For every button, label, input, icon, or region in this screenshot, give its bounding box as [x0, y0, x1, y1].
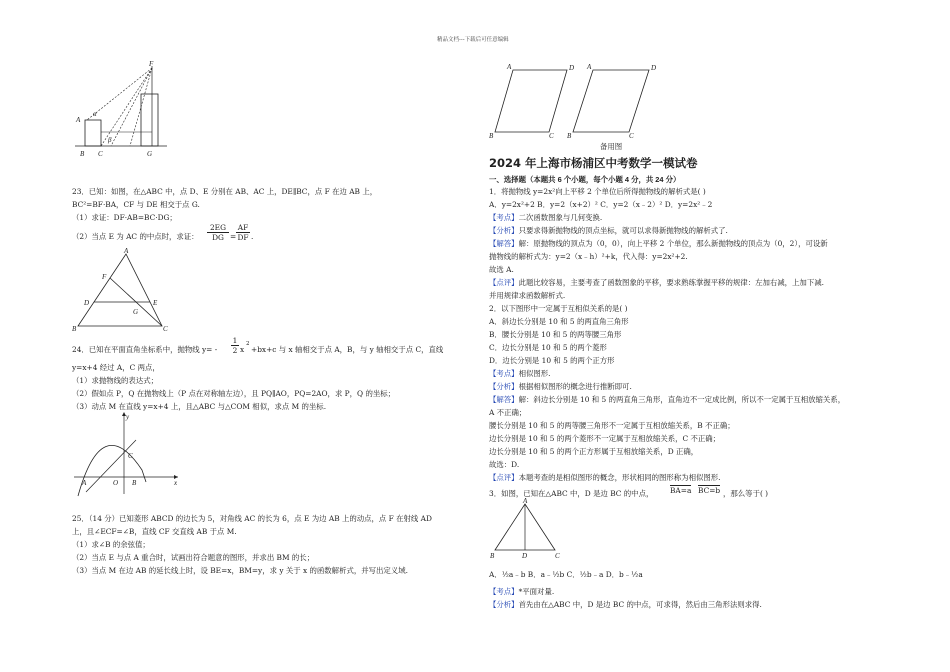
q2-kaodian: 【考点】相似图形.: [489, 369, 551, 378]
q24-line4: （2）假如点 P，Q 在抛物线上（P 点在对称轴左边），且 PQ∥AO，PQ=2AO，求 P，Q 的坐标；: [72, 389, 396, 398]
q2-jieda-2: A 不正确；: [489, 408, 527, 417]
q2-option-c: C．边长分别是 10 和 5 的两个菱形: [489, 343, 607, 352]
q2-option-a: A．斜边长分别是 10 和 5 的两直角三角形: [489, 317, 629, 326]
q2-option-d: D．边长分别是 10 和 5 的两个正方形: [489, 356, 615, 365]
q3-fenxi: 【分析】首先由在△ABC 中，D 是边 BC 的中点，可求得，然后由三角形法则求得.: [489, 600, 762, 609]
q1-options: A．y=2x²+2 B．y=2（x+2）² C．y=2（x﹣2）² D．y=2x²﹣2: [489, 200, 713, 209]
q1-fenxi: 【分析】只要求得新抛物线的顶点坐标，就可以求得新抛物线的解析式了.: [489, 226, 728, 235]
figure-parallelograms: [487, 62, 667, 152]
q2-jieda-6: 故选：D.: [489, 460, 520, 469]
label-B: B: [132, 479, 137, 487]
q1-jieda: 【解答】解：原抛物线的顶点为（0，0），向上平移 2 个单位，那么新抛物线的顶点为（0，2），可设新: [489, 239, 828, 248]
q3-options: A．½a﹣b B．a﹣½b C．½b﹣a D．b﹣½a: [489, 570, 643, 579]
q23-tail: .: [251, 232, 254, 241]
q23-fraction-1: 2EG DG: [207, 223, 229, 242]
q1-dianping: 【点评】此题比较容易，主要考查了函数图象的平移，要求熟练掌握平移的规律：左加右减，上加下减.: [489, 278, 824, 287]
q23-equals: =: [230, 232, 237, 241]
label-B: B: [80, 150, 85, 158]
q3-kaodian: 【考点】*平面对量.: [489, 587, 555, 596]
q1-stem: 1．将抛物线 y=2x²向上平移 2 个单位后所得抛物线的解析式是( ): [489, 187, 706, 196]
q3-stem-a: 3．如图，已知在△ABC 中，D 是边 BC 的中点，: [489, 489, 654, 498]
label-G: G: [133, 308, 139, 316]
label-A: A: [82, 479, 87, 487]
label-O: O: [113, 479, 119, 487]
q24-line1c: +bx+c 与 x 轴相交于点 A，B，与 y 轴相交于点 C，直线: [251, 345, 444, 354]
page-header-note: 精品文档---下载后可任意编辑: [437, 37, 509, 43]
label-D: D: [569, 64, 575, 72]
label-A: A: [587, 63, 592, 71]
q1-jieda-3: 故选 A.: [489, 265, 514, 274]
q24-line3: （1）求抛物线的表达式；: [72, 376, 159, 385]
figure-caption: 备用图: [600, 142, 623, 151]
label-F: F: [149, 60, 154, 68]
q3-stem-b: ，那么等于( ): [723, 489, 769, 498]
q2-jieda-4: 边长分别是 10 和 5 的两个菱形不一定属于互相放缩关系，C 不正确；: [489, 434, 721, 443]
q23-line1: 23．已知：如图，在△ABC 中，点 D、E 分别在 AB、AC 上，DE∥BC，点 F 在边 AB 上，: [72, 187, 378, 196]
label-G: G: [147, 150, 153, 158]
q1-dianping-2: 并用规律求函数解析式.: [489, 291, 566, 300]
q1-jieda-2: 抛物线的解析式为：y=2（x﹣h）²+k，代入得：y=2x²+2.: [489, 252, 688, 261]
label-alpha: α: [93, 110, 97, 118]
figure-triangle-q23: [72, 248, 172, 334]
q24-line1a: 24．已知在平面直角坐标系中，抛物线 y= -: [72, 345, 218, 354]
q2-fenxi: 【分析】根据相似图形的概念进行推断即可.: [489, 382, 632, 391]
label-C: C: [629, 132, 634, 140]
page-title: 2024 年上海市杨浦区中考数学一模试卷: [489, 156, 698, 170]
q3-vector-2: BC=b: [698, 486, 721, 495]
section-heading: 一、选择题（本题共 6 个小题，每个小题 4 分，共 24 分）: [489, 175, 681, 184]
label-D: D: [651, 64, 657, 72]
label-B: B: [72, 325, 77, 333]
figure-towers: [75, 62, 170, 160]
q23-line3: （1）求证：DF·AB=BC·DG；: [72, 213, 177, 222]
label-B: B: [489, 132, 494, 140]
label-C: C: [549, 132, 554, 140]
q24-sup: 2: [246, 341, 250, 347]
q25-line2: 上，且∠ECF=∠B，直线 CF 交直线 AB 于点 M.: [72, 527, 237, 536]
q23-fraction-2: AF DF: [237, 223, 249, 242]
q2-option-b: B．腰长分别是 10 和 5 的两等腰三角形: [489, 330, 622, 339]
q3-vector-1: BA=a: [670, 486, 692, 495]
label-B: B: [567, 132, 572, 140]
label-A: A: [76, 116, 81, 124]
q25-line3: （1）求∠B 的余弦值；: [72, 540, 150, 549]
label-E: E: [153, 299, 158, 307]
figure-triangle-q3: [489, 497, 564, 560]
q25-line5: （3）当点 M 在边 AB 的延长线上时，设 BE=x，BM=y，求 y 关于 x 的函数解析式，并写出定义域.: [72, 566, 408, 575]
q25-line4: （2）当点 E 与点 A 重合时，试画出符合题意的图形，并求出 BM 的长；: [72, 553, 315, 562]
q24-line5: （3）动点 M 在直线 y=x+4 上，且△ABC 与△COM 相似，求点 M 的坐标.: [72, 402, 327, 411]
label-D: D: [84, 299, 90, 307]
label-C: C: [163, 325, 168, 333]
label-A: A: [507, 63, 512, 71]
label-x: x: [174, 479, 178, 487]
label-B: B: [490, 552, 495, 560]
q2-jieda: 【解答】解：斜边长分别是 10 和 5 的两直角三角形，直角边不一定成比例，所以不一定属于互相放缩关系，: [489, 395, 846, 404]
q2-stem: 2．以下图形中一定属于互相似关系的是( ): [489, 304, 628, 313]
q2-dianping: 【点评】本题考查的是相似图形的概念，形状相同的图形称为相似图形.: [489, 473, 721, 482]
label-D: D: [522, 552, 528, 560]
q2-jieda-5: 边长分别是 10 和 5 的两个正方形属于互相放缩关系，D 正确，: [489, 447, 699, 456]
label-C: C: [128, 452, 133, 460]
label-beta: β: [108, 136, 112, 144]
q24-fraction: 1 2: [232, 336, 238, 355]
q24-line2: y=x+4 经过 A，C 两点，: [72, 363, 160, 372]
q23-line2: BC²=BF·BA，CF 与 DE 相交于点 G.: [72, 200, 200, 209]
q23-line4: （2）当点 E 为 AC 的中点时，求证：: [72, 232, 199, 241]
q1-kaodian: 【考点】二次函数图象与几何变换.: [489, 213, 603, 222]
label-C: C: [555, 552, 560, 560]
q2-jieda-3: 腰长分别是 10 和 5 的两等腰三角形不一定属于互相放缩关系，B 不正确；: [489, 421, 735, 430]
label-C: C: [98, 150, 103, 158]
label-A: A: [523, 497, 528, 505]
q25-line1: 25．（14 分）已知菱形 ABCD 的边长为 5，对角线 AC 的长为 6，点 E 为边 AB 上的动点，点 F 在射线 AD: [72, 514, 432, 523]
label-A: A: [124, 247, 129, 255]
label-F: F: [102, 273, 107, 281]
label-y: y: [126, 413, 130, 421]
figure-parabola: [72, 410, 182, 496]
q24-line1b: x: [240, 345, 245, 354]
